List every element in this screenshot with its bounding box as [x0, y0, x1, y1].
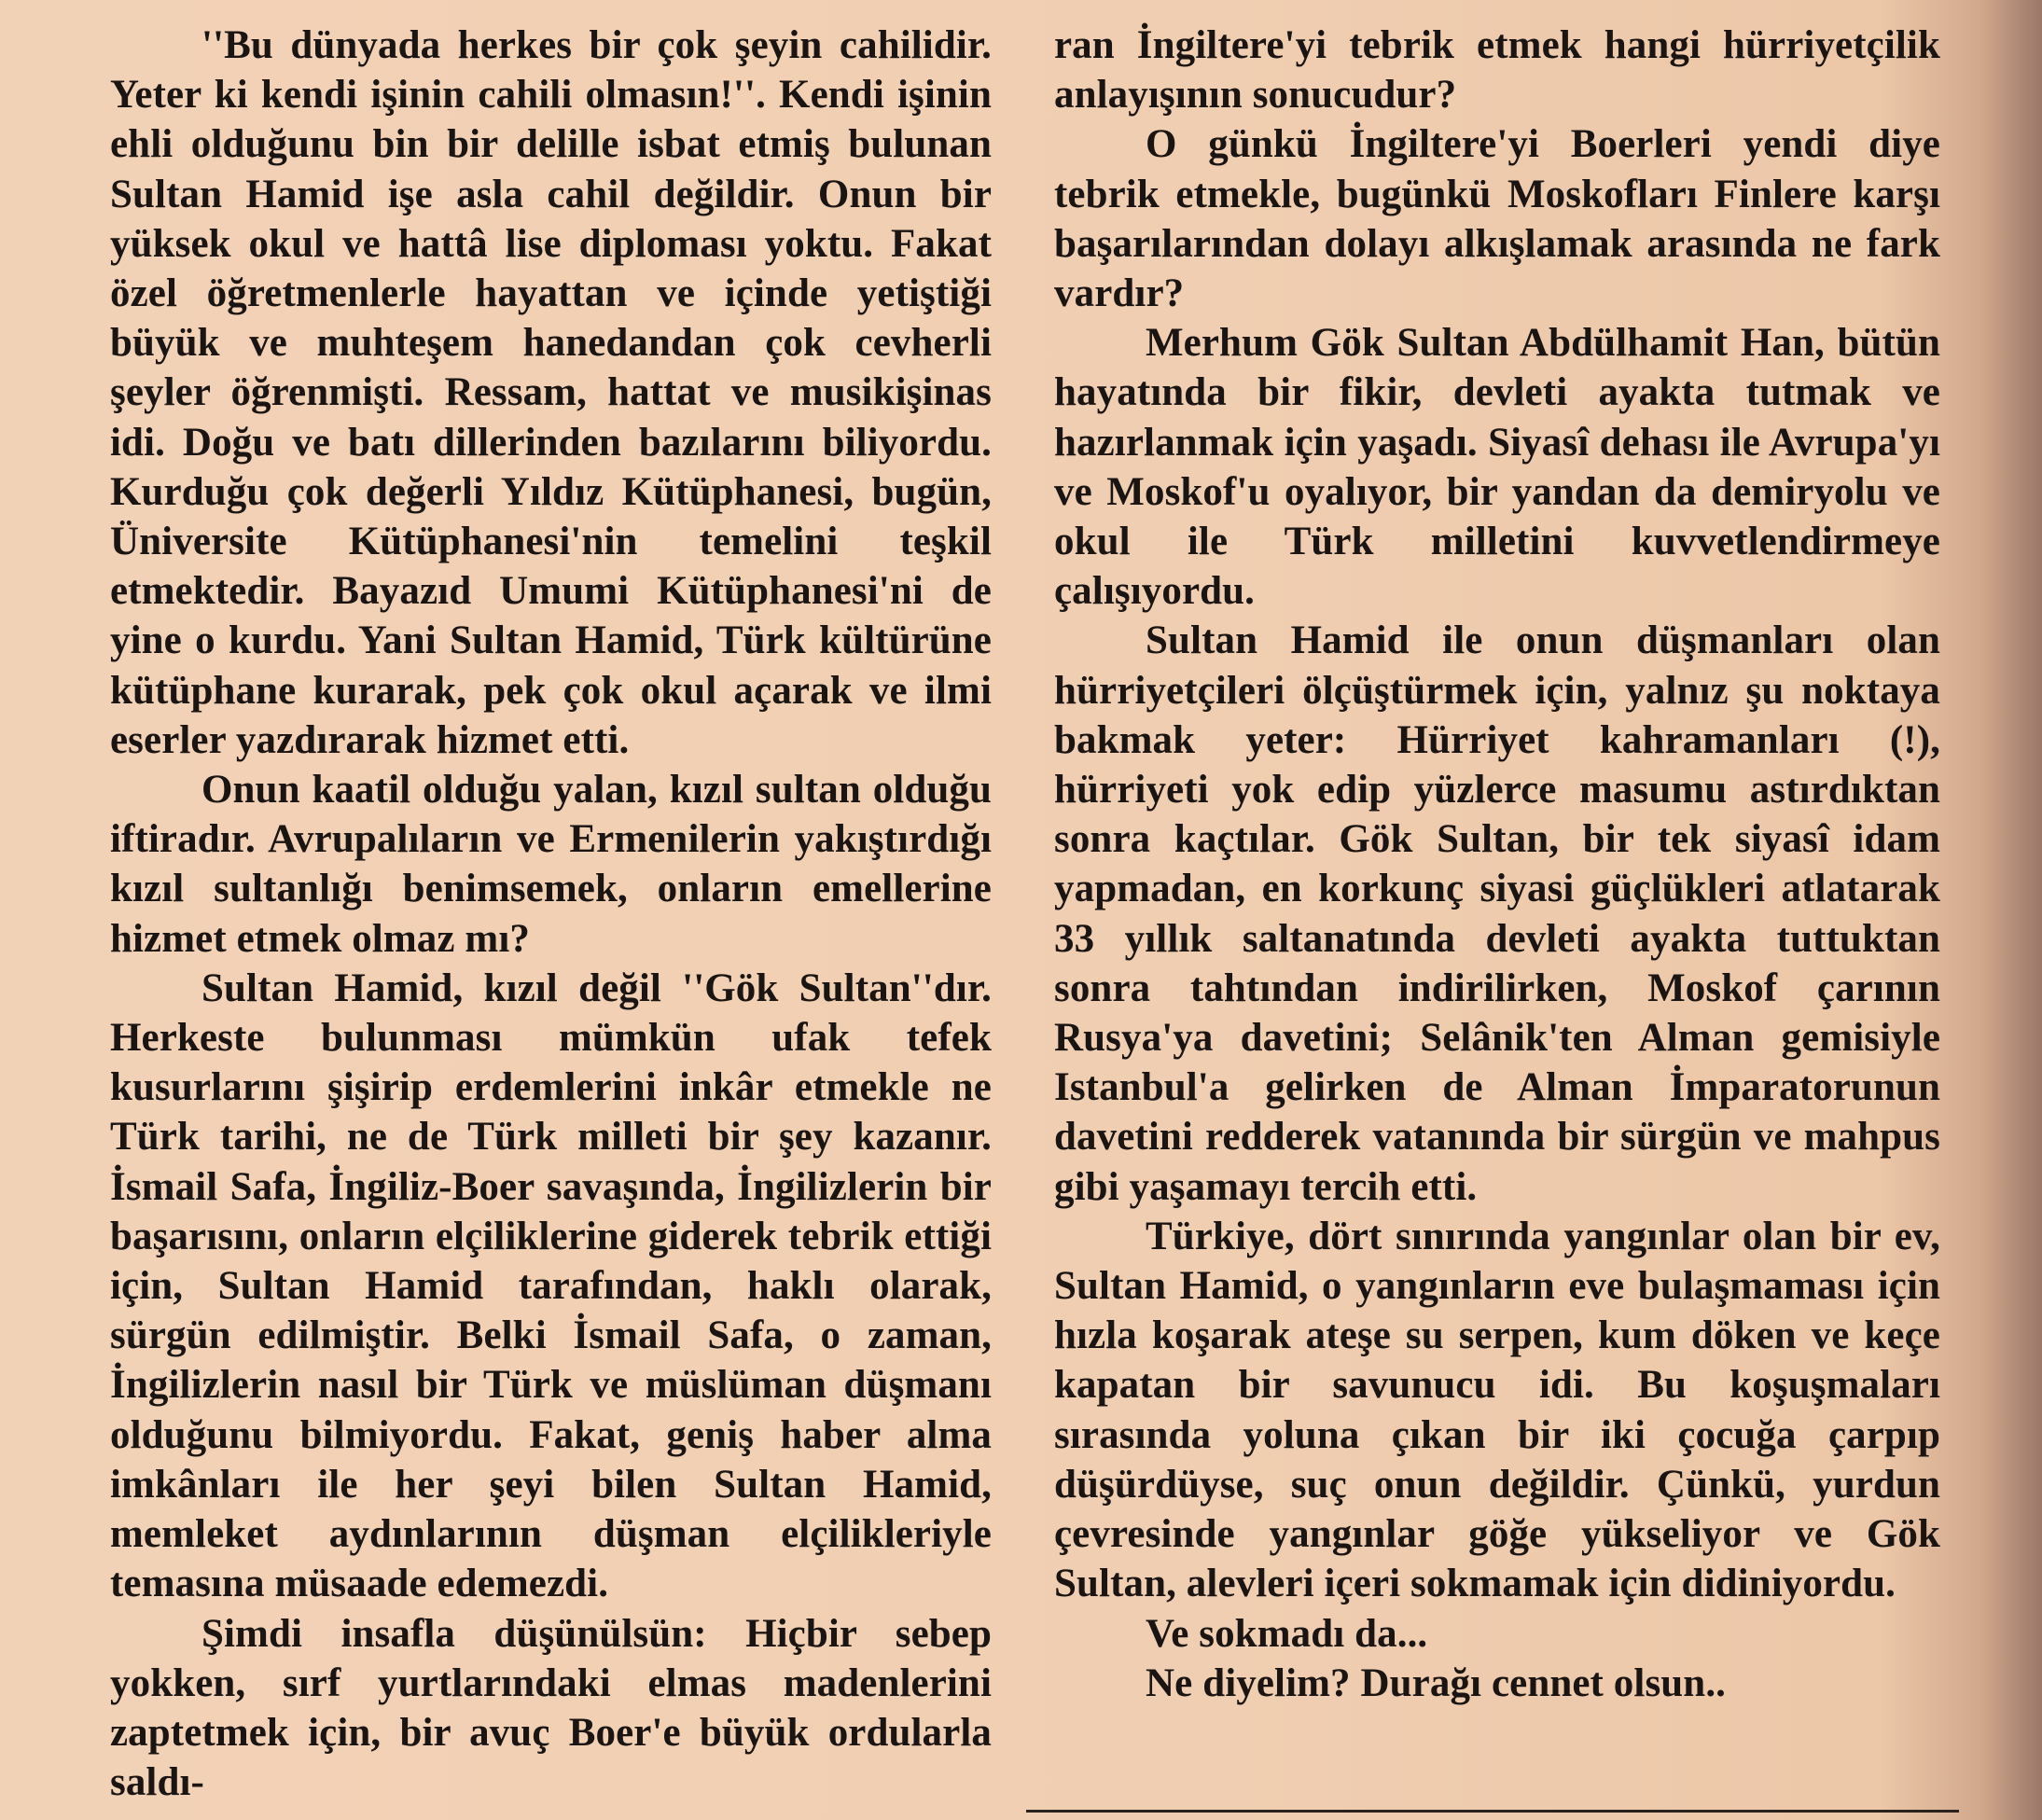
- paragraph: ran İngiltere'yi tebrik etmek hangi hürriyetçilik anlayışının sonucudur?: [1054, 23, 1940, 118]
- paragraph: ''Bu dünyada herkes bir çok şeyin cahilidir. Yeter ki kendi işinin cahili olmasın!''. Kendi işinin ehli olduğunu bin bir delille isbat etmiş bulunan Sultan Hamid işe asla cahil değildir. Onun bir yüksek okul ve hattâ lise diploması yoktu. Fakat özel öğretmenlerle hayattan ve içinde yetiştiği büyük ve muhteşem hanedandan çok cevherli şeyler öğrenmişti. Ressam, hattat ve musikişinas idi. Doğu ve batı dillerinden bazılarını biliyordu. Kurduğu çok değerli Yıldız Kütüphanesi, bugün, Üniversite Kütüphanesi'nin temelini teşkil etmektedir. Bayazıd Umumi Kütüphanesi'ni de yine o kurdu. Yani Sultan Hamid, Türk kültürüne kütüphane kurarak, pek çok okul açarak ve ilmi eserler yazdırarak hizmet etti.: [110, 23, 992, 762]
- paragraph: Şimdi insafla düşünülsün: Hiçbir sebep yokken, sırf yurtlarındaki elmas madenlerini zaptetmek için, bir avuç Boer'e büyük ordularla saldı-: [110, 1611, 992, 1805]
- paragraph: Ve sokmadı da...: [1146, 1611, 1428, 1656]
- paragraph: Sultan Hamid, kızıl değil ''Gök Sultan''dır. Herkeste bulunması mümkün ufak tefek kusurlarını şişirip erdemlerini inkâr etmekle ne Türk tarihi, ne de Türk milleti bir şey kazanır. İsmail Safa, İngiliz-Boer savaşında, İngilizlerin bir başarısını, onların elçiliklerine giderek tebrik ettiği için, Sultan Hamid tarafından, haklı olarak, sürgün edilmiştir. Belki İsmail Safa, o zaman, İngilizlerin nasıl bir Türk ve müslüman düşmanı olduğunu bilmiyordu. Fakat, geniş haber alma imkânları ile her şeyi bilen Sultan Hamid, memleket aydınlarının düşman elçilikleriyle temasına müsaade edemezdi.: [110, 966, 992, 1606]
- paragraph: O günkü İngiltere'yi Boerleri yendi diye tebrik etmekle, bugünkü Moskofları Finlere karşı başarılarından dolayı alkışlamak arasında ne fark vardır?: [1054, 122, 1940, 316]
- bottom-divider-rule: [1026, 1810, 1959, 1813]
- right-column: [1054, 21, 1940, 1708]
- paragraph: Ne diyelim? Durağı cennet olsun..: [1146, 1660, 1727, 1705]
- paragraph: Merhum Gök Sultan Abdülhamit Han, bütün hayatında bir fikir, devleti ayakta tutmak ve hazırlanmak için yaşadı. Siyasî dehası ile Avrupa'yı ve Moskof'u oyalıyor, bir yandan da demiryolu ve okul ile Türk milletini kuvvetlendirmeye çalışıyordu.: [1054, 321, 1940, 614]
- paragraph: Onun kaatil olduğu yalan, kızıl sultan olduğu iftiradır. Avrupalıların ve Ermenilerin yakıştırdığı kızıl sultanlığı benimsemek, onların emellerine hizmet etmek olmaz mı?: [110, 768, 992, 961]
- paragraph: Türkiye, dört sınırında yangınlar olan bir ev, Sultan Hamid, o yangınların eve bulaşmaması için hızla koşarak ateşe su serpen, kum döken ve keçe kapatan bir savunucu idi. Bu koşuşmaları sırasında yoluna çıkan bir iki çocuğa çarpıp düşürdüyse, suç onun değildir. Çünkü, yurdun çevresinde yangınlar göğe yükseliyor ve Gök Sultan, alevleri içeri sokmamak için didiniyordu.: [1054, 1214, 1940, 1606]
- paragraph: Sultan Hamid ile onun düşmanları olan hürriyetçileri ölçüştürmek için, yalnız şu noktaya bakmak yeter: Hürriyet kahramanları (!), hürriyeti yok edip yüzlerce masumu astırdıktan sonra kaçtılar. Gök Sultan, bir tek siyasî idam yapmadan, en korkunç siyasi güçlükleri atlatarak 33 yıllık saltanatında devleti ayakta tuttuktan sonra tahtından indirilirken, Moskof çarının Rusya'ya davetini; Selânik'ten Alman gemisiyle Istanbul'a gelirken de Alman İmparatorunun davetini redderek vatanında bir sürgün ve mahpus gibi yaşamayı tercih etti.: [1054, 618, 1940, 1209]
- left-column: [110, 21, 992, 1807]
